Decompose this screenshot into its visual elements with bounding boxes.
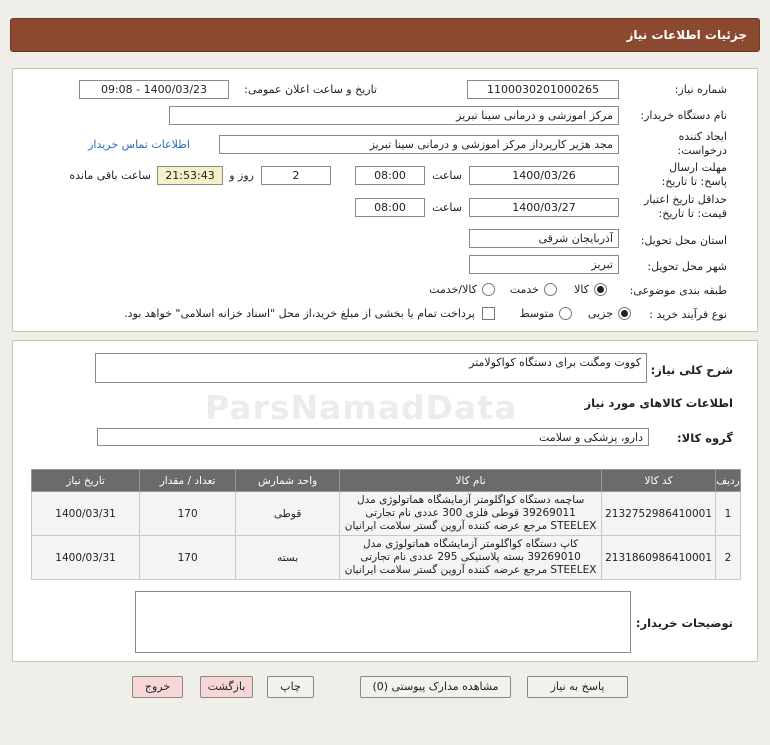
- group-label: گروه کالا:: [677, 431, 733, 445]
- col-row: ردیف: [716, 470, 741, 492]
- category-goods-service-radio[interactable]: [482, 283, 495, 296]
- category-service-label: خدمت: [509, 283, 539, 296]
- col-unit: واحد شمارش: [236, 470, 340, 492]
- reply-time-field: 08:00: [355, 166, 425, 185]
- category-service-radio[interactable]: [544, 283, 557, 296]
- col-name: نام کالا: [340, 470, 602, 492]
- process-medium-label: متوسط: [519, 307, 554, 320]
- creator-label-text: ایجاد کننده درخواست:: [677, 130, 727, 157]
- validity-time-label: ساعت: [432, 201, 462, 214]
- row-date: 1400/03/31: [32, 536, 140, 580]
- row-index: 2: [716, 536, 741, 580]
- day-label: روز و: [229, 169, 254, 182]
- category-goods-label: کالا: [574, 283, 589, 296]
- print-button[interactable]: چاپ: [267, 676, 314, 698]
- back-button[interactable]: بازگشت: [200, 676, 253, 698]
- row-code: 2131860986410001: [602, 536, 716, 580]
- info-panel: [12, 68, 758, 332]
- table-row[interactable]: [32, 492, 741, 536]
- creator-field: مجد هژیر کارپرداز مرکز اموزشی و درمانی سینا تبریز: [219, 135, 619, 154]
- remaining-label: ساعت باقی مانده: [69, 169, 151, 182]
- category-goods-radio[interactable]: [594, 283, 607, 296]
- goods-section-title: اطلاعات کالاهای مورد نیاز: [584, 396, 733, 410]
- province-label: استان محل تحویل:: [640, 234, 727, 247]
- city-field: تبریز: [469, 255, 619, 274]
- buyer-field: مرکز اموزشی و درمانی سینا تبریز: [169, 106, 619, 125]
- process-minor-label: جزیی: [587, 307, 613, 320]
- col-qty: تعداد / مقدار: [140, 470, 236, 492]
- buyer-label: نام دستگاه خریدار:: [640, 109, 727, 122]
- group-field: دارو، پزشکی و سلامت: [97, 428, 649, 446]
- row-date: 1400/03/31: [32, 492, 140, 536]
- view-documents-button[interactable]: مشاهده مدارک پیوستی (0): [360, 676, 511, 698]
- table-row[interactable]: [32, 536, 741, 580]
- validity-label-text: حداقل تاریخ اعتبار قیمت: تا تاریخ:: [643, 193, 727, 220]
- announce-label: تاریخ و ساعت اعلان عمومی:: [244, 83, 377, 96]
- need-number-field: 1100030201000265: [467, 80, 619, 99]
- watermark: ParsNamadData: [205, 388, 518, 427]
- province-field: آذربایجان شرقی: [469, 229, 619, 248]
- summary-field: کووت ومگنت برای دستگاه کواکولامتر: [95, 353, 647, 383]
- validity-date-field: 1400/03/27: [469, 198, 619, 217]
- process-medium-radio[interactable]: [559, 307, 572, 320]
- city-label: شهر محل تحویل:: [647, 260, 727, 273]
- row-name: کاپ دستگاه کواگلومتر آزمایشگاه هماتولوژی مدل 39269010 بسته پلاستیکی 295 عددی نام تجارتی STEELEX مرجع عرضه کننده آروین گستر سلامت ایرانیان: [340, 536, 602, 580]
- validity-label: [637, 193, 727, 221]
- day-count-field: 2: [261, 166, 331, 185]
- buyer-notes-field: [135, 591, 631, 653]
- process-label: نوع فرآیند خرید :: [649, 308, 727, 321]
- reply-deadline-label: [647, 161, 727, 189]
- page-header: [10, 18, 760, 52]
- col-date: تاریخ نیاز: [32, 470, 140, 492]
- col-code: کد کالا: [602, 470, 716, 492]
- page-title: جزئیات اطلاعات نیاز: [626, 28, 747, 42]
- reply-deadline-label-text: مهلت ارسال پاسخ: تا تاریخ:: [661, 161, 727, 188]
- goods-table: [31, 469, 741, 580]
- category-goods-service-label: کالا/خدمت: [429, 283, 477, 296]
- category-label: طبقه بندی موضوعی:: [629, 284, 727, 297]
- buyer-notes-label: توضیحات خریدار:: [635, 616, 733, 630]
- creator-label: [647, 130, 727, 158]
- goods-table-header: [32, 470, 741, 492]
- summary-label: شرح کلی نیاز:: [650, 363, 733, 377]
- need-number-label: شماره نیاز:: [674, 83, 727, 96]
- exit-button[interactable]: خروج: [132, 676, 183, 698]
- treasury-payment-checkbox[interactable]: [482, 307, 495, 320]
- row-unit: بسته: [236, 536, 340, 580]
- row-qty: 170: [140, 536, 236, 580]
- reply-button[interactable]: پاسخ به نیاز: [527, 676, 628, 698]
- row-code: 2132752986410001: [602, 492, 716, 536]
- payment-note: پرداخت تمام یا بخشی از مبلغ خرید،از محل "اسناد خزانه اسلامی" خواهد بود.: [124, 307, 475, 320]
- row-index: 1: [716, 492, 741, 536]
- announce-field: 1400/03/23 - 09:08: [79, 80, 229, 99]
- reply-date-field: 1400/03/26: [469, 166, 619, 185]
- reply-time-label: ساعت: [432, 169, 462, 182]
- row-qty: 170: [140, 492, 236, 536]
- process-minor-radio[interactable]: [618, 307, 631, 320]
- contact-buyer-link[interactable]: اطلاعات تماس خریدار: [88, 138, 190, 151]
- row-name: ساچمه دستگاه کواگلومتر آزمایشگاه هماتولوژی مدل 39269011 قوطی فلزی 300 عددی نام تجارتی STEELEX مرجع عرضه کننده آروین گستر سلامت ایرانیان: [340, 492, 602, 536]
- remaining-time-field: 21:53:43: [157, 166, 223, 185]
- row-unit: قوطی: [236, 492, 340, 536]
- validity-time-field: 08:00: [355, 198, 425, 217]
